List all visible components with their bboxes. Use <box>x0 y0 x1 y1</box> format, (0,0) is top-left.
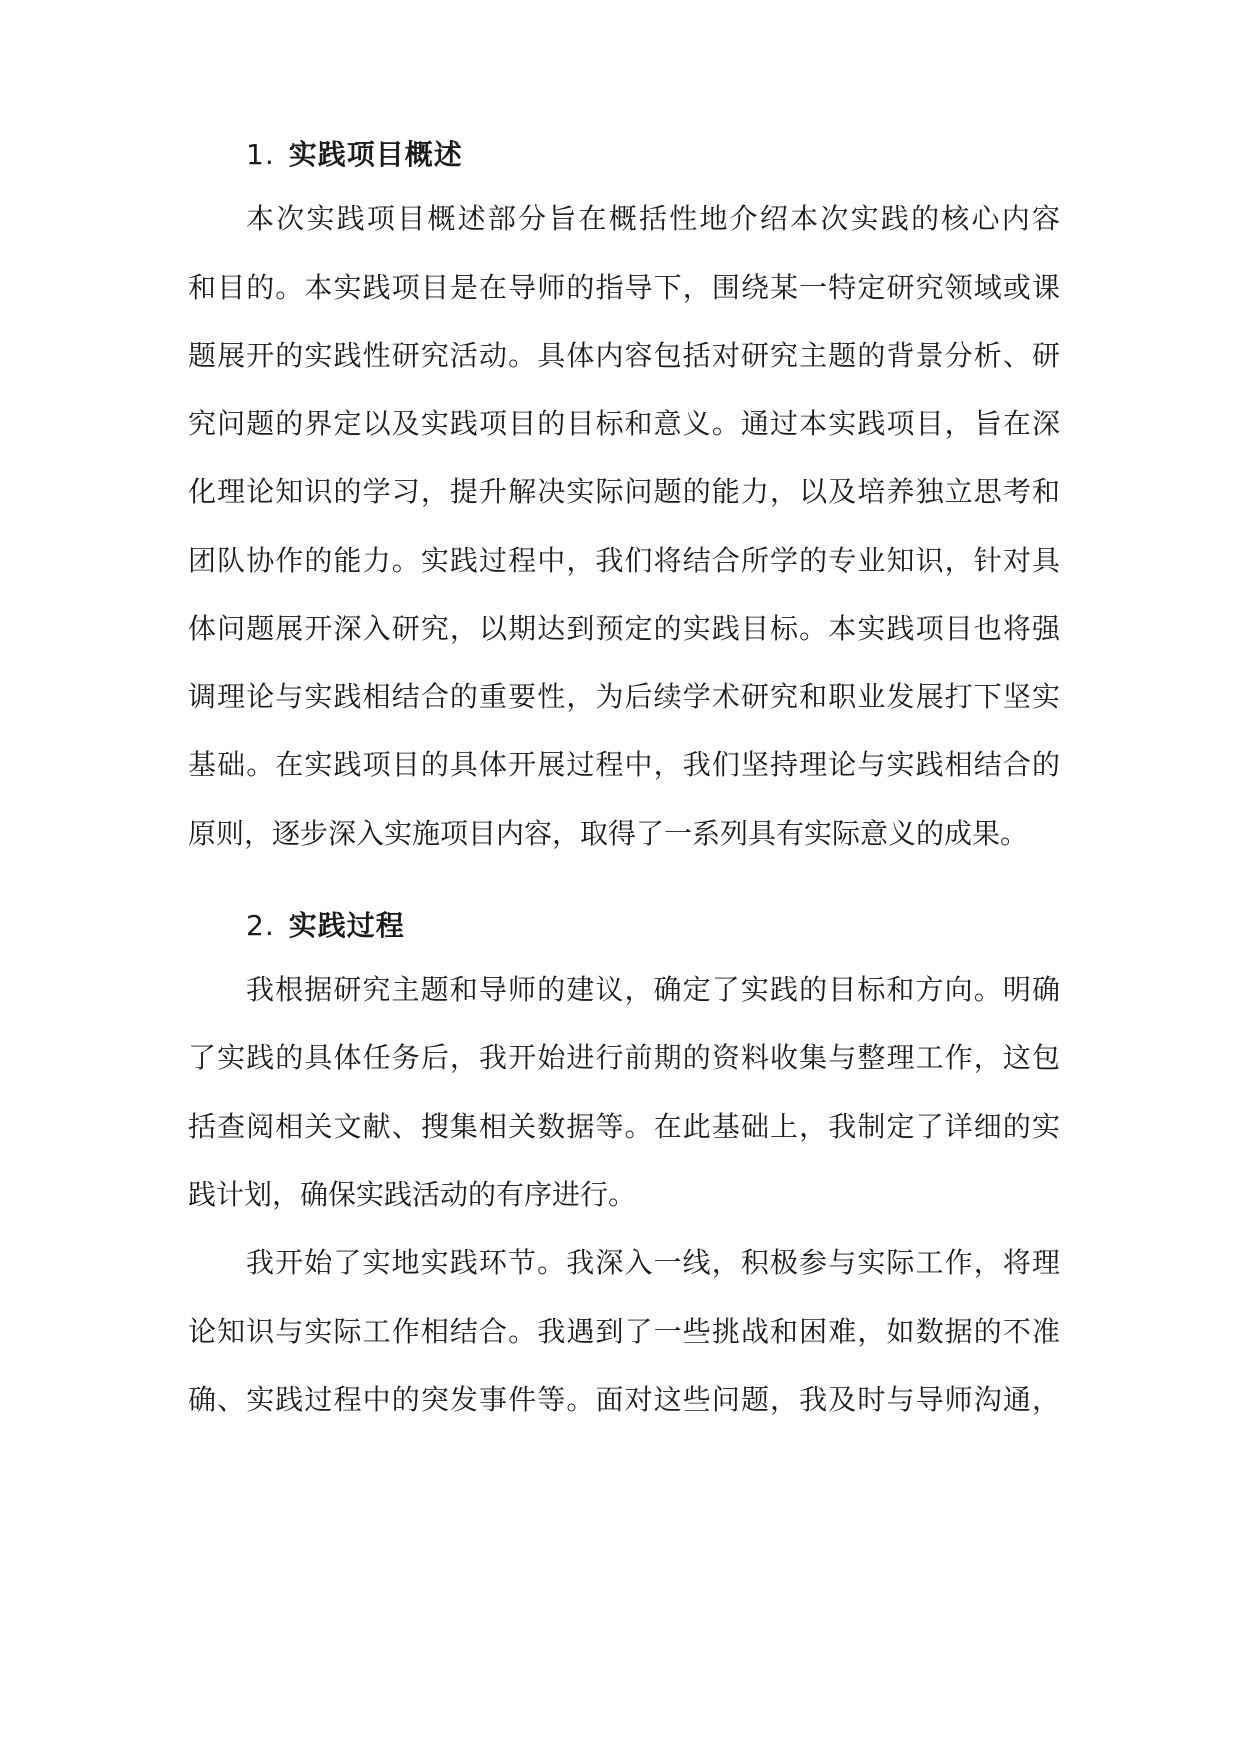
paragraph-line: 论知识与实际工作相结合。我遇到了一些挑战和困难，如数据的不准 <box>188 1315 1060 1348</box>
section-heading-1 <box>246 135 463 175</box>
paragraph-line: 团队协作的能力。实践过程中，我们将结合所学的专业知识，针对具 <box>188 544 1060 577</box>
section-heading-2 <box>246 906 405 946</box>
section-title-2: 实践过程 <box>288 909 405 942</box>
paragraph-line: 确、实践过程中的突发事件等。面对这些问题，我及时与导师沟通， <box>188 1383 1060 1416</box>
paragraph-line: 我根据研究主题和导师的建议，确定了实践的目标和方向。明确 <box>246 973 1060 1006</box>
section-number-1: 1. <box>246 138 275 171</box>
paragraph-line: 基础。在实践项目的具体开展过程中，我们坚持理论与实践相结合的 <box>188 748 1060 781</box>
section-title-1: 实践项目概述 <box>288 138 463 171</box>
paragraph-line: 原则，逐步深入实施项目内容，取得了一系列具有实际意义的成果。 <box>188 817 1029 850</box>
paragraph-line: 调理论与实践相结合的重要性，为后续学术研究和职业发展打下坚实 <box>188 680 1060 713</box>
paragraph-line: 我开始了实地实践环节。我深入一线，积极参与实际工作，将理 <box>246 1246 1060 1279</box>
paragraph-line: 体问题展开深入研究，以期达到预定的实践目标。本实践项目也将强 <box>188 612 1060 645</box>
document-page <box>188 0 1060 1754</box>
paragraph-line: 题展开的实践性研究活动。具体内容包括对研究主题的背景分析、研 <box>188 339 1060 372</box>
paragraph-line: 践计划，确保实践活动的有序进行。 <box>188 1178 637 1211</box>
section-number-2: 2. <box>246 909 275 942</box>
paragraph-line: 和目的。本实践项目是在导师的指导下，围绕某一特定研究领域或课 <box>188 271 1060 304</box>
paragraph-line: 括查阅相关文献、搜集相关数据等。在此基础上，我制定了详细的实 <box>188 1110 1060 1143</box>
paragraph-line: 了实践的具体任务后，我开始进行前期的资料收集与整理工作，这包 <box>188 1041 1060 1074</box>
paragraph-line: 究问题的界定以及实践项目的目标和意义。通过本实践项目，旨在深 <box>188 407 1060 440</box>
paragraph-line: 本次实践项目概述部分旨在概括性地介绍本次实践的核心内容 <box>246 202 1060 235</box>
paragraph-line: 化理论知识的学习，提升解决实际问题的能力，以及培养独立思考和 <box>188 475 1060 508</box>
